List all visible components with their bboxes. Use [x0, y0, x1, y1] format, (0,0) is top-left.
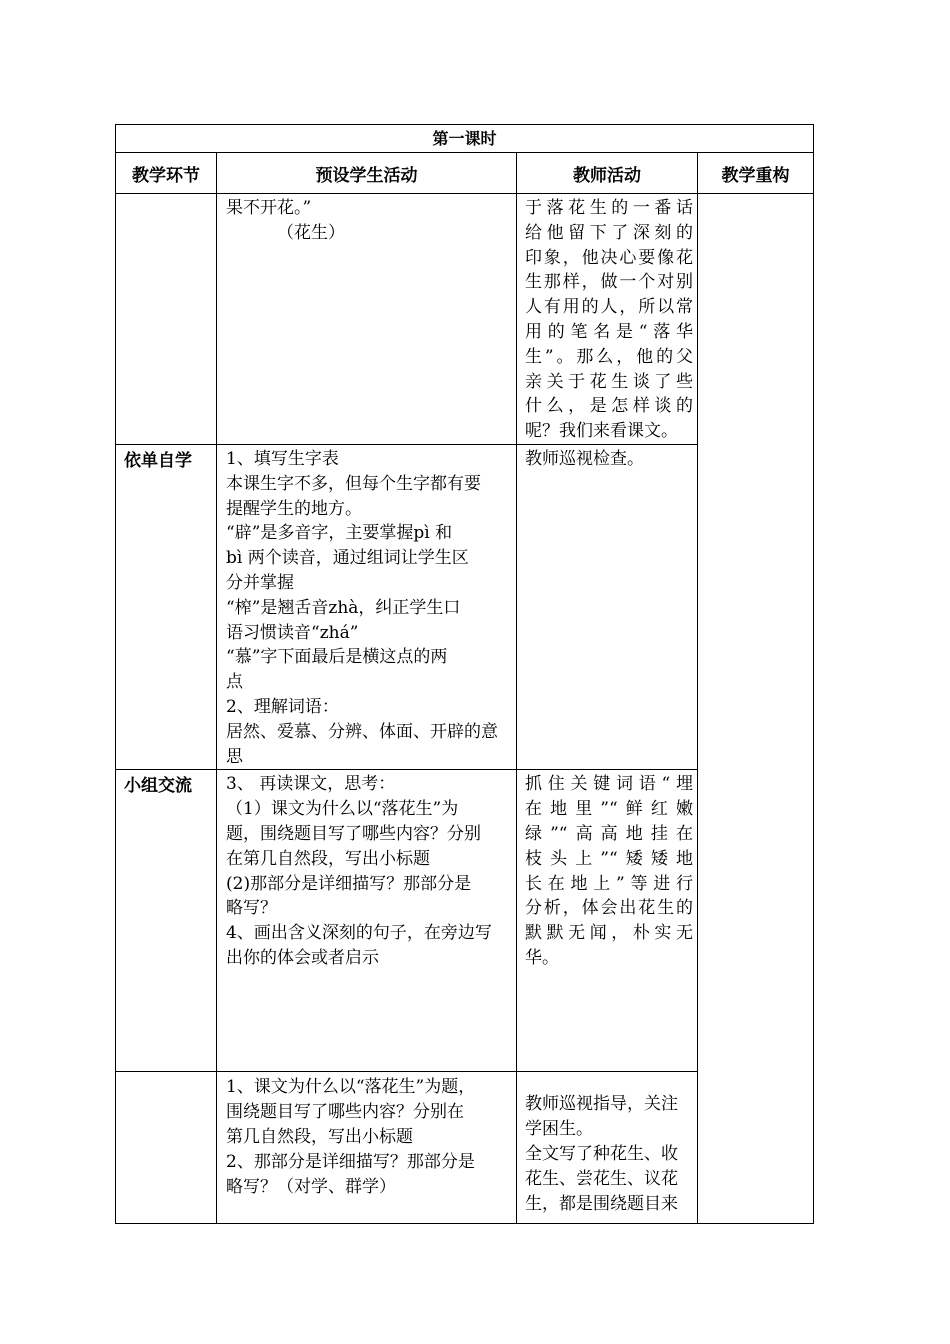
header-row — [116, 153, 814, 194]
text-line: 2、理解词语： — [226, 696, 339, 717]
text-line: 什么，是怎样谈的 — [525, 396, 693, 417]
text-line: 1、课文为什么以“落花生”为题， — [226, 1077, 476, 1098]
text-line: 教师巡视检查。 — [525, 448, 644, 469]
text-line: “榨”是翘舌音zhà，纠正学生口 — [226, 597, 461, 618]
text-line: 生那样，做一个对别 — [525, 272, 693, 293]
text-line: (2)那部分是详细描写？那部分是 — [226, 873, 472, 894]
text-line: 分并掌握 — [226, 572, 294, 593]
text-line: bì 两个读音，通过组词让学生区 — [226, 548, 469, 569]
student-activity-cell — [217, 444, 517, 769]
text-line: 生，都是围绕题目来 — [525, 1193, 678, 1214]
text-line: 1、填写生字表 — [226, 448, 339, 469]
text-line: 呢？我们来看课文。 — [525, 421, 678, 442]
stage-cell: 依单自学 — [116, 444, 217, 769]
text-line: 花生、尝花生、议花 — [525, 1168, 678, 1189]
text-line: 亲关于花生谈了些 — [525, 371, 693, 392]
text-line: 略写？ — [226, 898, 277, 919]
stage-cell: 小组交流 — [116, 770, 217, 1072]
text-line: 默默无闻，朴实无 — [525, 923, 693, 944]
text-line: 3、 再读课文，思考： — [226, 774, 396, 795]
text-line: 出你的体会或者启示 — [226, 947, 379, 968]
text-line: 题，围绕题目写了哪些内容？分别 — [226, 823, 481, 844]
lesson-plan-table — [115, 124, 814, 1224]
text-line: 用的笔名是“落华 — [525, 321, 693, 342]
student-activity-cell — [217, 194, 517, 445]
title-row — [116, 125, 814, 153]
reconstruction-cell — [698, 194, 814, 1224]
header-reconstruction: 教学重构 — [698, 153, 814, 194]
header-teaching-stage: 教学环节 — [116, 153, 217, 194]
text-line: 2、那部分是详细描写？那部分是 — [226, 1151, 475, 1172]
header-teacher-activity: 教师活动 — [517, 153, 698, 194]
teacher-activity-cell — [517, 444, 698, 769]
student-activity-cell — [217, 770, 517, 1072]
text-line: 分析，体会出花生的 — [525, 898, 693, 919]
text-line: 华。 — [525, 947, 559, 968]
teacher-activity-cell — [517, 194, 698, 445]
text-line: 在地里”“鲜红嫩 — [525, 799, 693, 820]
header-student-activity: 预设学生活动 — [217, 153, 517, 194]
text-line: 长在地上”等进行 — [525, 873, 693, 894]
text-line: 居然、爱慕、分辨、体面、开辟的意 — [226, 721, 498, 742]
stage-cell — [116, 194, 217, 445]
text-line: 第几自然段，写出小标题 — [226, 1126, 413, 1147]
text-line: 思 — [226, 746, 243, 767]
text-line: 于落花生的一番话 — [525, 198, 693, 218]
text-line: 略写？（对学、群学） — [226, 1176, 396, 1197]
text-line: 本课生字不多，但每个生字都有要 — [226, 473, 481, 494]
text-line: 教师巡视指导，关注 — [525, 1094, 678, 1115]
text-line: “辟”是多音字，主要掌握pì 和 — [226, 523, 453, 544]
table-title: 第一课时 — [116, 125, 814, 153]
text-line: 语习惯读音“zhá” — [226, 622, 359, 643]
text-line: 点 — [226, 672, 243, 693]
text-line: 印象，他决心要像花 — [525, 247, 693, 268]
text-line: 绿”“高高地挂在 — [525, 823, 693, 844]
text-line: 枝头上”“矮矮地 — [525, 848, 693, 869]
text-line: 提醒学生的地方。 — [226, 498, 362, 519]
text-line: 果不开花。” — [226, 198, 312, 218]
text-line: 生”。那么，他的父 — [525, 346, 693, 367]
text-line: 学困生。 — [525, 1119, 593, 1140]
text-line: （1）课文为什么以“落花生”为 — [226, 799, 459, 820]
text-line: 给他留下了深刻的 — [525, 222, 693, 243]
teacher-activity-cell — [517, 770, 698, 1072]
text-line: （花生） — [277, 222, 345, 243]
text-line: 人有用的人，所以常 — [525, 297, 693, 318]
teacher-activity-cell — [517, 1072, 698, 1224]
text-line: 全文写了种花生、收 — [525, 1143, 678, 1164]
text-line: “慕”字下面最后是横这点的两 — [226, 647, 448, 668]
text-line: 围绕题目写了哪些内容？分别在 — [226, 1102, 464, 1123]
student-activity-cell — [217, 1072, 517, 1224]
stage-cell — [116, 1072, 217, 1224]
text-line: 4、画出含义深刻的句子，在旁边写 — [226, 923, 492, 944]
text-line: 在第几自然段，写出小标题 — [226, 848, 430, 869]
text-line: 抓住关键词语“埋 — [525, 774, 693, 795]
table-row — [116, 194, 814, 445]
